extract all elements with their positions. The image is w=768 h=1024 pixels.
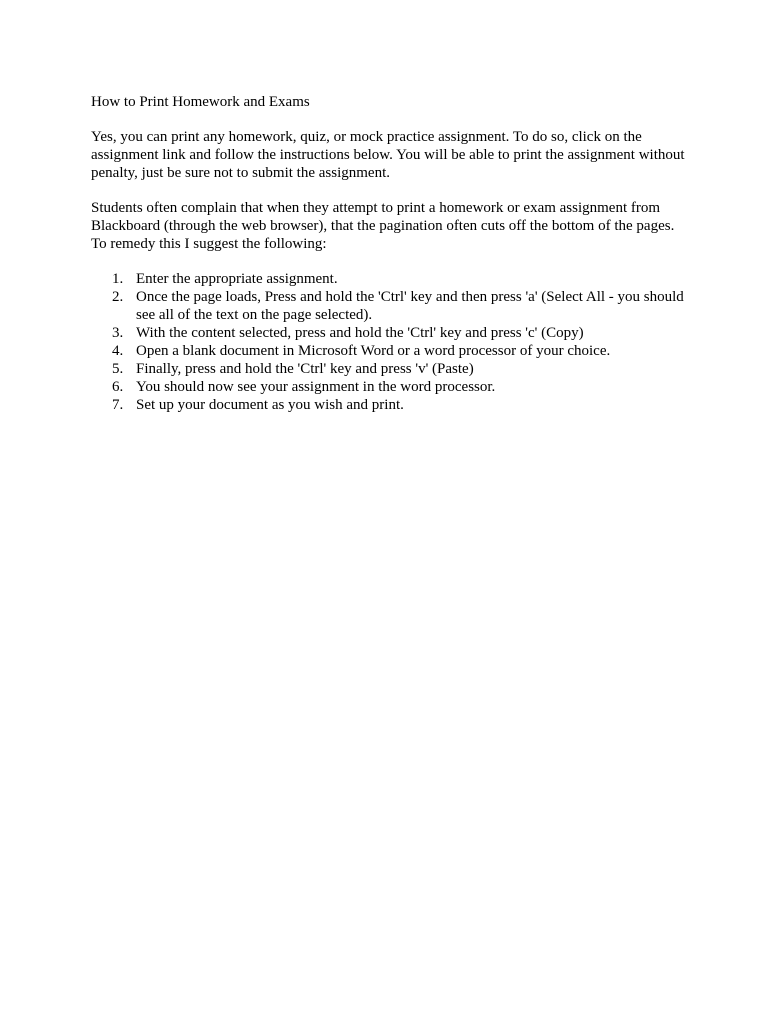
list-item: [91, 342, 691, 360]
step-number: 6.: [112, 379, 124, 395]
list-item: [91, 270, 691, 288]
list-item: [91, 396, 691, 414]
list-item: [91, 324, 691, 342]
step-text: With the content selected, press and hold the 'Ctrl' key and press 'c' (Copy): [136, 325, 584, 341]
step-text: Once the page loads, Press and hold the 'Ctrl' key and then press 'a' (Select All - you should see all of the text on the page selected).: [136, 289, 684, 323]
step-text: You should now see your assignment in the word processor.: [136, 379, 496, 395]
instruction-steps-list: [91, 270, 691, 414]
document-title: How to Print Homework and Exams: [91, 94, 310, 110]
step-text: Finally, press and hold the 'Ctrl' key and press 'v' (Paste): [136, 361, 474, 377]
step-text: Set up your document as you wish and print.: [136, 397, 404, 413]
step-text: Open a blank document in Microsoft Word or a word processor of your choice.: [136, 343, 611, 359]
step-text: Enter the appropriate assignment.: [136, 271, 338, 287]
step-number: 2.: [112, 289, 124, 305]
step-number: 3.: [112, 325, 124, 341]
problem-paragraph: Students often complain that when they attempt to print a homework or exam assignment from Blackboard (through the web browser), that the pagination often cuts off the bottom of the pages. To remedy this I suggest the following:: [91, 200, 675, 252]
list-item: [91, 288, 691, 324]
document-body: [91, 93, 691, 414]
step-number: 1.: [112, 271, 124, 287]
intro-paragraph: Yes, you can print any homework, quiz, or mock practice assignment. To do so, click on the assignment link and follow the instructions below. You will be able to print the assignment without penalty, just be sure not to submit the assignment.: [91, 129, 685, 181]
list-item: [91, 378, 691, 396]
step-number: 7.: [112, 397, 124, 413]
step-number: 5.: [112, 361, 124, 377]
list-item: [91, 360, 691, 378]
step-number: 4.: [112, 343, 124, 359]
